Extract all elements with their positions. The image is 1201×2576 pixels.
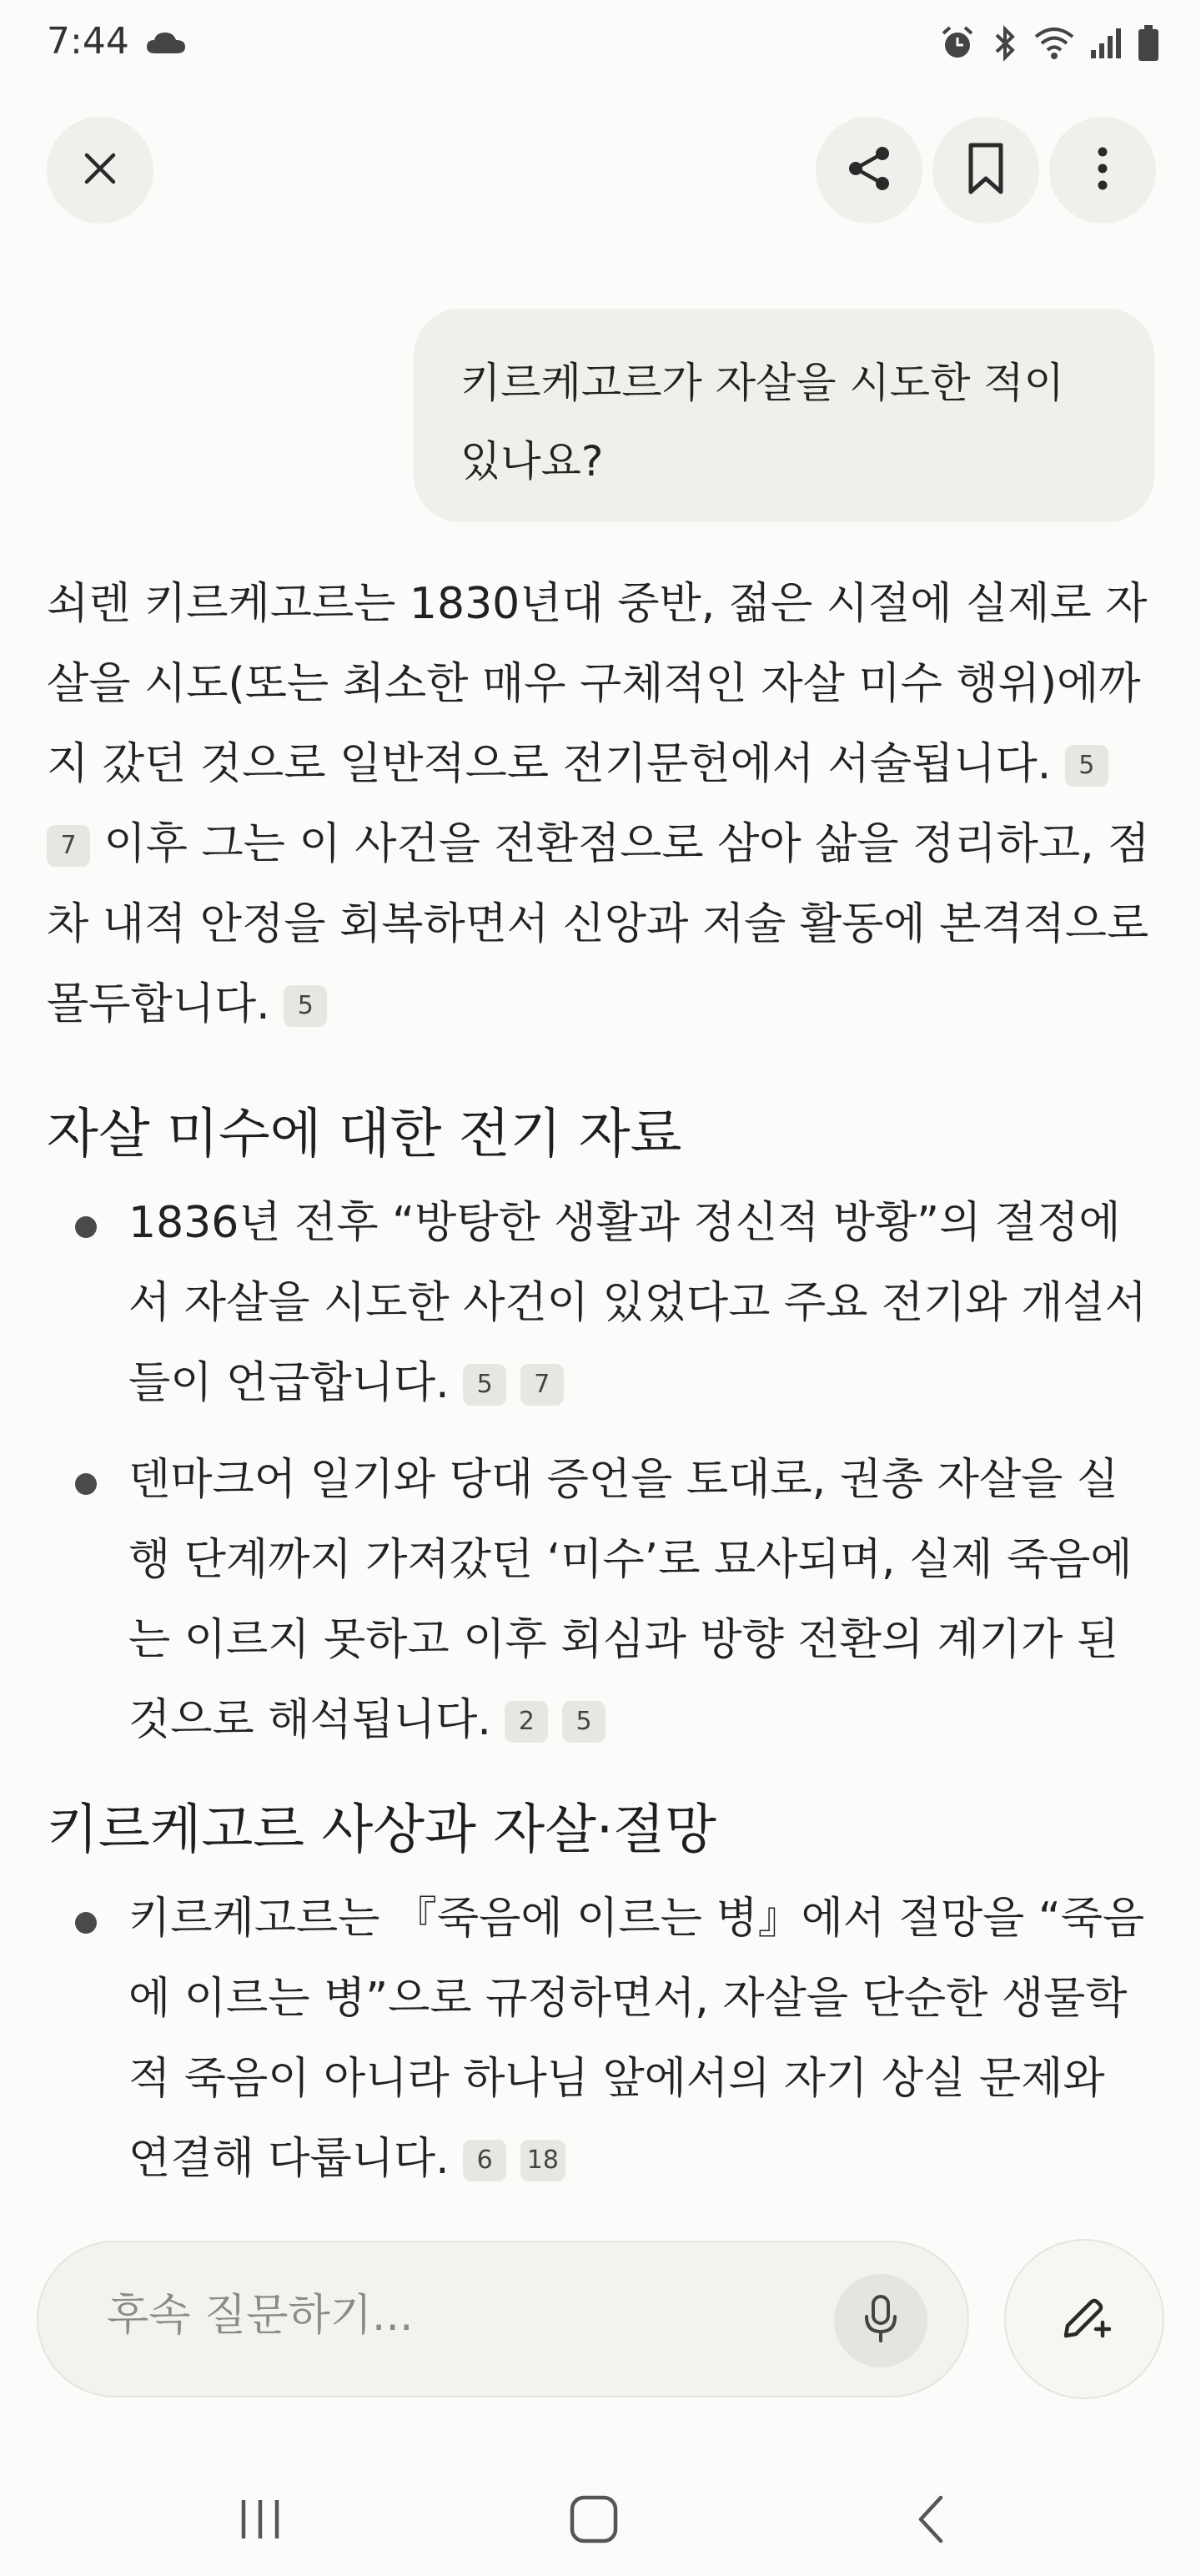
bullet-item <box>47 1879 1156 2199</box>
follow-up-composer <box>37 2241 969 2397</box>
citation-badge[interactable]: 5 <box>562 1701 606 1743</box>
home-icon <box>569 2494 619 2548</box>
citation-badge[interactable]: 7 <box>47 825 90 867</box>
section-heading: 키르케고르 사상과 자살·절망 <box>47 1799 716 1861</box>
edit-plus-icon <box>1058 2291 1111 2347</box>
system-nav-bar <box>0 2461 1201 2576</box>
bookmark-icon <box>962 142 1009 199</box>
signal-icon <box>1089 27 1123 63</box>
back-button[interactable] <box>889 2494 972 2548</box>
cloud-icon <box>145 30 187 58</box>
recent-apps-icon <box>235 2497 285 2545</box>
answer-intro-text: 이후 그는 이 사건을 전환점으로 삼아 삶을 정리하고, 점차 내적 안정을 회복하면서 신앙과 저술 활동에 본격적으로 몰두합니다. <box>47 819 1150 1029</box>
recent-apps-button[interactable] <box>219 2494 302 2548</box>
citation-badge[interactable]: 7 <box>520 1364 564 1406</box>
bullet-list <box>47 1879 1156 2199</box>
citation-badge[interactable]: 2 <box>505 1701 548 1743</box>
status-icons <box>939 25 1159 65</box>
share-icon <box>844 143 894 197</box>
section-heading: 자살 미수에 대한 전기 자료 <box>47 1104 682 1165</box>
answer-intro <box>47 564 1156 1044</box>
status-bar <box>0 0 1201 92</box>
citation-badge[interactable]: 5 <box>284 985 327 1027</box>
close-button[interactable] <box>47 117 153 224</box>
close-icon <box>82 150 118 190</box>
status-time: 7:44 <box>47 20 129 63</box>
wifi-icon <box>1034 27 1074 63</box>
answer-body <box>47 564 1156 2216</box>
user-question-bubble: 키르케고르가 자살을 시도한 적이 있나요? <box>414 309 1154 522</box>
bullet-item <box>47 1183 1156 1423</box>
share-button[interactable] <box>816 117 922 224</box>
bluetooth-icon <box>991 25 1019 65</box>
citation-badge[interactable]: 18 <box>520 2140 565 2181</box>
new-chat-button[interactable] <box>1004 2239 1164 2399</box>
citation-badge[interactable]: 6 <box>463 2140 506 2181</box>
citation-badge[interactable]: 5 <box>463 1364 506 1406</box>
follow-up-input[interactable] <box>107 2291 774 2341</box>
bullet-text: 덴마크어 일기와 당대 증언을 토대로, 권총 자살을 실행 단계까지 가져갔던 ‘미수’로 묘사되며, 실제 죽음에는 이르지 못하고 이후 회심과 방향 전환의 계기가 된 것으로 해석됩니다. <box>128 1455 1133 1745</box>
battery-icon <box>1138 25 1159 65</box>
home-button[interactable] <box>552 2494 636 2548</box>
alarm-icon <box>939 25 976 65</box>
bookmark-button[interactable] <box>932 117 1039 224</box>
back-icon <box>914 2494 947 2548</box>
microphone-button[interactable] <box>834 2274 927 2367</box>
more-vertical-icon <box>1094 145 1111 195</box>
bullet-dot <box>75 1216 97 1238</box>
bullet-dot <box>75 1912 97 1934</box>
citation-badge[interactable]: 5 <box>1065 745 1108 787</box>
bullet-dot <box>75 1473 97 1495</box>
bullet-item <box>47 1440 1156 1760</box>
bullet-list <box>47 1183 1156 1760</box>
more-options-button[interactable] <box>1049 117 1156 224</box>
answer-intro-text: 쇠렌 키르케고르는 1830년대 중반, 젊은 시절에 실제로 자살을 시도(또는 최소한 매우 구체적인 자살 미수 행위)에까지 갔던 것으로 일반적으로 전기문헌에서 서술됩니다. <box>47 579 1148 789</box>
microphone-icon <box>862 2294 899 2347</box>
bullet-text: 키르케고르는 『죽음에 이르는 병』에서 절망을 “죽음에 이르는 병”으로 규정하면서, 자살을 단순한 생물학적 죽음이 아니라 하나님 앞에서의 자기 상실 문제와 연결해 다룹니다. <box>128 1894 1145 2184</box>
bullet-text: 1836년 전후 “방탕한 생활과 정신적 방황”의 절정에서 자살을 시도한 사건이 있었다고 주요 전기와 개설서들이 언급합니다. <box>128 1198 1147 1408</box>
